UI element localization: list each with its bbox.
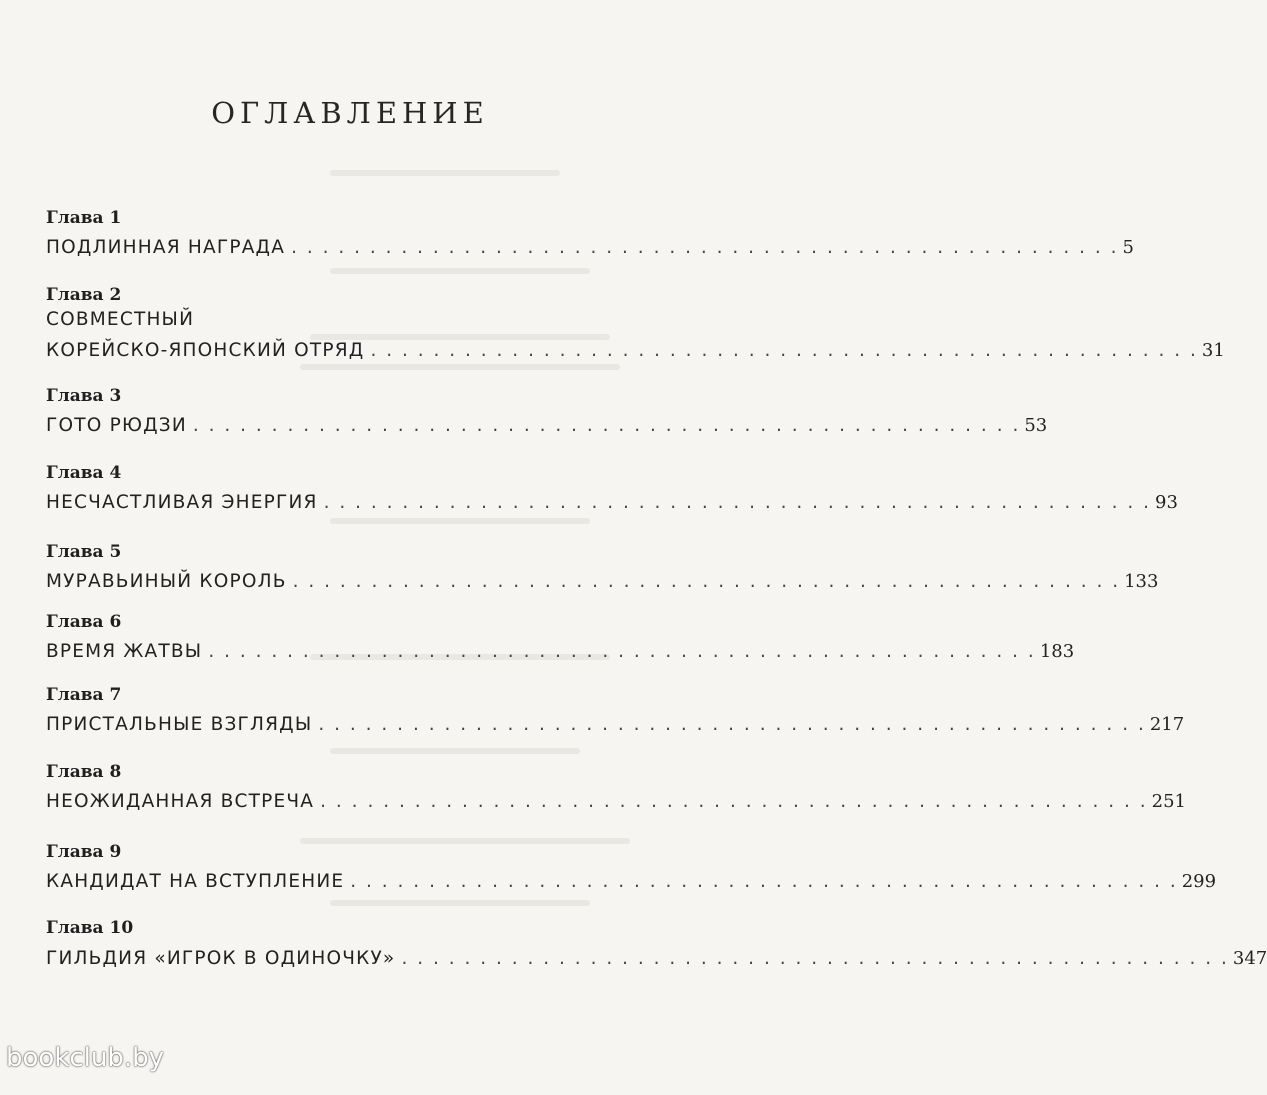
dot-leader: . . . . . . . . . . . . . . . . . . . . . . . . . . . . . . . . . . . . . . . . . . . . . . . . . . . . . [291, 237, 1119, 258]
page-number: 347 [1232, 948, 1267, 969]
page-number: 93 [1155, 492, 1178, 513]
toc-entry[interactable] [46, 566, 1159, 592]
bleed-through-line [300, 838, 630, 844]
page-number: 299 [1181, 871, 1217, 892]
toc-entry[interactable] [46, 487, 1178, 513]
bleed-through-line [330, 900, 590, 906]
page-number: 5 [1122, 237, 1134, 258]
page-number: 251 [1151, 791, 1186, 812]
chapter-title: СОВМЕСТНЫЙ [46, 309, 195, 330]
page-number: 133 [1124, 571, 1159, 592]
dot-leader: . . . . . . . . . . . . . . . . . . . . . . . . . . . . . . . . . . . . . . . . . . . . . . . . . . . . . [370, 340, 1198, 361]
chapter-title: КОРЕЙСКО-ЯПОНСКИЙ ОТРЯД [46, 340, 365, 361]
toc-entry[interactable] [46, 709, 1185, 735]
chapter-title: ПРИСТАЛЬНЫЕ ВЗГЛЯДЫ [46, 714, 313, 735]
chapter-title: ПОДЛИННАЯ НАГРАДА [46, 237, 286, 258]
toc-entry[interactable] [46, 786, 1186, 812]
dot-leader: . . . . . . . . . . . . . . . . . . . . . . . . . . . . . . . . . . . . . . . . . . . . . . . . . . . . . [318, 714, 1146, 735]
page-number: 53 [1024, 415, 1048, 436]
chapter-label: Глава 8 [46, 762, 122, 782]
chapter-title: ГОТО РЮДЗИ [46, 415, 187, 436]
page-number: 217 [1149, 714, 1185, 735]
chapter-label: Глава 7 [46, 685, 122, 705]
chapter-title: НЕСЧАСТЛИВАЯ ЭНЕРГИЯ [46, 492, 318, 513]
chapter-label: Глава 10 [46, 918, 134, 938]
dot-leader: . . . . . . . . . . . . . . . . . . . . . . . . . . . . . . . . . . . . . . . . . . . . . . . . . . . . . [350, 871, 1178, 892]
toc-entry[interactable] [46, 410, 1048, 436]
toc-entry[interactable] [46, 636, 1075, 662]
toc-entry[interactable] [46, 866, 1217, 892]
watermark: bookclub.by [6, 1043, 165, 1073]
chapter-title: МУРАВЬИНЫЙ КОРОЛЬ [46, 571, 287, 592]
chapter-title: ГИЛЬДИЯ «ИГРОК В ОДИНОЧКУ» [46, 948, 396, 969]
dot-leader: . . . . . . . . . . . . . . . . . . . . . . . . . . . . . . . . . . . . . . . . . . . . . . . . . . . . . [208, 641, 1036, 662]
toc-entry[interactable] [46, 943, 1267, 969]
page-number: 31 [1201, 340, 1225, 361]
chapter-label: Глава 3 [46, 386, 122, 406]
page-title: ОГЛАВЛЕНИЕ [211, 96, 489, 130]
page-number: 183 [1039, 641, 1075, 662]
chapter-label: Глава 6 [46, 612, 122, 632]
chapter-label: Глава 1 [46, 208, 122, 228]
bleed-through-line [330, 518, 590, 524]
chapter-label: Глава 5 [46, 542, 122, 562]
chapter-label: Глава 4 [46, 463, 122, 483]
toc-entry[interactable] [46, 335, 1225, 361]
bleed-through-line [330, 170, 560, 176]
chapter-label: Глава 9 [46, 842, 122, 862]
dot-leader: . . . . . . . . . . . . . . . . . . . . . . . . . . . . . . . . . . . . . . . . . . . . . . . . . . . . . [323, 492, 1152, 513]
chapter-title: ВРЕМЯ ЖАТВЫ [46, 641, 203, 662]
bleed-through-line [330, 748, 580, 754]
chapter-label: Глава 2 [46, 285, 122, 305]
dot-leader: . . . . . . . . . . . . . . . . . . . . . . . . . . . . . . . . . . . . . . . . . . . . . . . . . . . . . [320, 791, 1148, 812]
chapter-title: КАНДИДАТ НА ВСТУПЛЕНИЕ [46, 871, 345, 892]
dot-leader: . . . . . . . . . . . . . . . . . . . . . . . . . . . . . . . . . . . . . . . . . . . . . . . . . . . . . [192, 415, 1021, 436]
bleed-through-line [300, 364, 620, 370]
bleed-through-line [330, 268, 590, 274]
dot-leader: . . . . . . . . . . . . . . . . . . . . . . . . . . . . . . . . . . . . . . . . . . . . . . . . . . . . . [292, 571, 1121, 592]
chapter-title: НЕОЖИДАННАЯ ВСТРЕЧА [46, 791, 315, 812]
toc-entry[interactable] [46, 232, 1134, 258]
dot-leader: . . . . . . . . . . . . . . . . . . . . . . . . . . . . . . . . . . . . . . . . . . . . . . . . . . . . . [401, 948, 1229, 969]
